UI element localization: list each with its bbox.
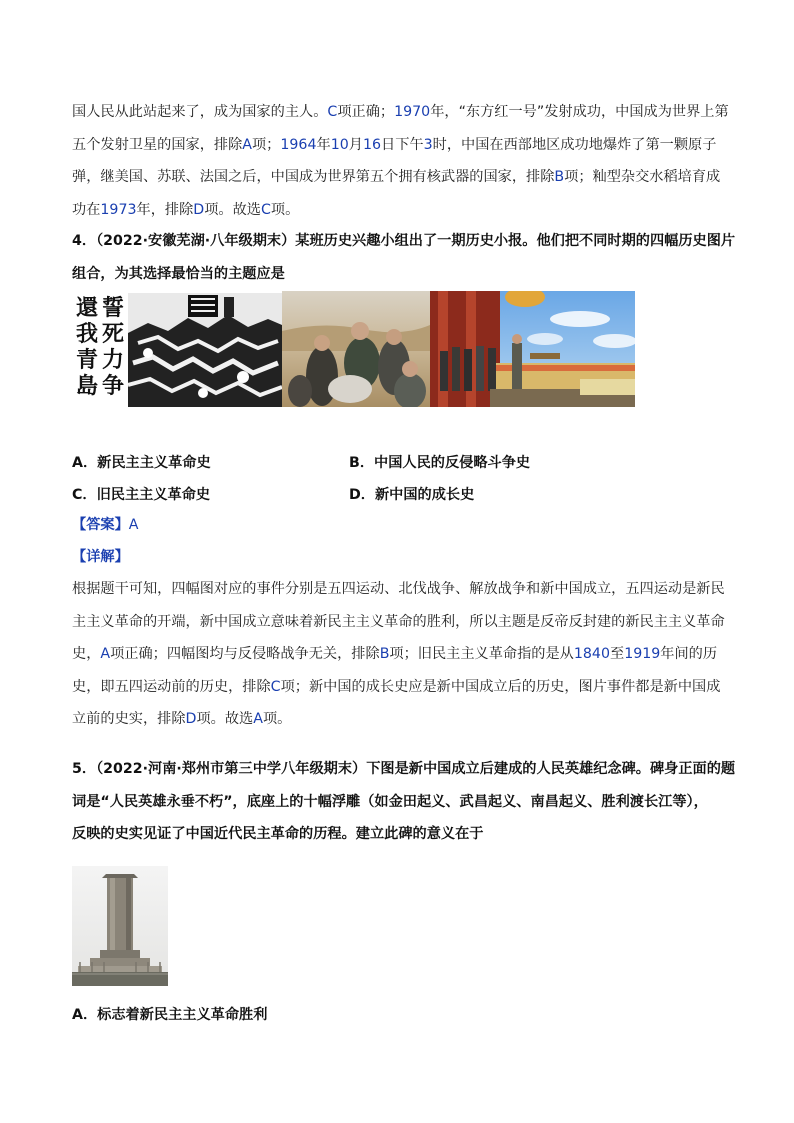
detail-line-2: 主主义革命的开端，新中国成立意味着新民主主义革命的胜利，所以主题是反帝反封建的新民主主义革命 bbox=[72, 613, 725, 630]
q4-detail-text bbox=[72, 573, 724, 736]
founding-ceremony-graphic bbox=[430, 291, 635, 407]
q4-option-b[interactable]: B．中国人民的反侵略斗争史 bbox=[349, 455, 531, 471]
crowd-woodcut-graphic bbox=[128, 293, 282, 407]
detail-label: 【详解】 bbox=[72, 549, 129, 565]
q3-explanation bbox=[72, 96, 729, 226]
detail-line-3: 史，A项正确；四幅图均与反侵略战争无关，排除B项；旧民主主义革命指的是从1840至1919年间的历 bbox=[72, 646, 718, 662]
q5-stem-line-3: 反映的史实见证了中国近代民主革命的历程。建立此碑的意义在于 bbox=[72, 826, 484, 842]
may-fourth-slogan-image bbox=[72, 293, 128, 405]
monument-image bbox=[72, 866, 168, 986]
detail-line-4: 史，即五四运动前的历史，排除C项；新中国的成长史应是新中国成立后的历史，图片事件都是新中国成 bbox=[72, 678, 721, 695]
leaders-march-graphic bbox=[282, 291, 430, 407]
answer-label: 【答案】 bbox=[72, 517, 129, 533]
monument-graphic bbox=[72, 866, 168, 986]
q4-option-a[interactable]: A．新民主主义革命史 bbox=[72, 455, 211, 471]
leaders-march-image bbox=[282, 291, 430, 407]
q4-stem bbox=[72, 225, 736, 290]
q5-stem bbox=[72, 753, 736, 851]
crowd-woodcut-image bbox=[128, 293, 282, 407]
q3-line-2: 五个发射卫星的国家，排除A项；1964年10月16日下午3时，中国在西部地区成功地爆炸了第一颗原子 bbox=[72, 136, 717, 153]
slogan-column-left: 還 我 青 島 bbox=[75, 295, 98, 399]
q5-stem-line-2: 词是“人民英雄永垂不朽”，底座上的十幅浮雕（如金田起义、武昌起义、南昌起义、胜利渡长江等）， bbox=[72, 793, 708, 810]
q3-line-3: 弹，继美国、苏联、法国之后，中国成为世界第五个拥有核武器的国家，排除B项；籼型杂交水稻培育成 bbox=[72, 169, 721, 185]
q3-line-4: 功在1973年，排除D项。故选C项。 bbox=[72, 201, 300, 218]
q4-answer bbox=[72, 514, 138, 534]
founding-ceremony-image bbox=[430, 291, 635, 407]
q4-stem-line-2: 组合，为其选择最恰当的主题应是 bbox=[72, 265, 285, 282]
slogan-column-right: 誓 死 力 争 bbox=[101, 295, 124, 399]
q4-option-c[interactable]: C．旧民主主义革命史 bbox=[72, 487, 211, 503]
q5-option-a[interactable]: A．标志着新民主主义革命胜利 bbox=[72, 1007, 268, 1023]
answer-value: A bbox=[128, 517, 139, 533]
q5-stem-line-1: 5．（2022·河南·郑州市第三中学八年级期末）下图是新中国成立后建成的人民英雄纪念碑。碑身正面的题 bbox=[72, 761, 736, 777]
detail-line-5: 立前的史实，排除D项。故选A项。 bbox=[72, 711, 292, 727]
q4-option-d[interactable]: D．新中国的成长史 bbox=[349, 487, 475, 503]
q3-line-1: 国人民从此站起来了，成为国家的主人。C项正确；1970年，“东方红一号”发射成功，中国成为世界上第 bbox=[72, 104, 729, 120]
q4-stem-line-1: 4．（2022·安徽芜湖·八年级期末）某班历史兴趣小组出了一期历史小报。他们把不同时期的四幅历史图片 bbox=[72, 233, 736, 249]
detail-line-1: 根据题干可知，四幅图对应的事件分别是五四运动、北伐战争、解放战争和新中国成立，五四运动是新民 bbox=[72, 581, 725, 597]
